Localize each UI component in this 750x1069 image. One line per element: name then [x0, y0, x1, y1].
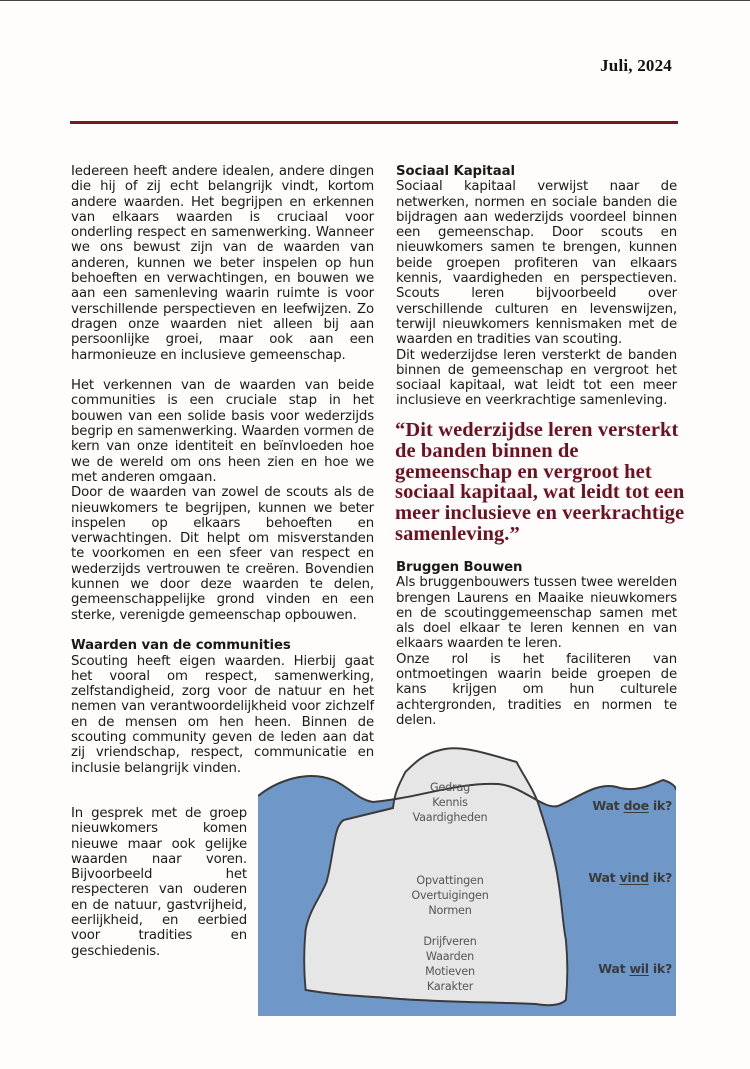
label-kennis: Kennis	[432, 796, 468, 809]
pull-quote: “Dit wederzijdse leren versterkt de banden binnen de gemeenschap en vergroot het sociaal kapitaal, wat leidt tot een meer inclusieve en veerkrachtige samenleving.”	[395, 419, 685, 545]
social-capital-paragraph: Sociaal kapitaal verwijst naar de netwerken, normen en sociale banden die bijdragen aan wederzijds voordeel binnen een gemeenschap. Door scouts en nieuwkomers samen te brengen, kunnen beide groepen profiteren van elkaars kennis, vaardigheden en perspectieven. Scouts leren bijvoorbeeld over verschillende culturen en levenswijzen, terwijl nieuwkomers kennismaken met de waarden en tradities van scouting.	[396, 179, 677, 348]
paragraph-spacer	[71, 623, 374, 638]
label-overtuigingen: Overtuigingen	[411, 889, 489, 902]
label-waarden: Waarden	[425, 950, 475, 963]
label-karakter: Karakter	[426, 980, 474, 993]
iceberg-middle-labels	[390, 873, 510, 918]
left-column	[71, 164, 374, 776]
label-normen: Normen	[428, 904, 472, 917]
iceberg-diagram	[258, 740, 676, 1016]
label-gedrag: Gedrag	[429, 781, 470, 794]
question-emphasis: wil	[629, 961, 649, 976]
paragraph-spacer	[71, 363, 374, 378]
label-drijfveren: Drijfveren	[423, 935, 477, 948]
bridge-builders-paragraph: Als bruggenbouwers tussen twee werelden brengen Laurens en Maaike nieuwkomers en de scoutinggemeenschap samen met als doel elkaar te leren kennen en van elkaars waarden te leren.	[396, 575, 677, 652]
question-wat-wil-ik	[598, 961, 672, 976]
question-suffix: ik?	[648, 798, 672, 813]
question-wat-vind-ik	[588, 870, 672, 885]
scouting-values-paragraph: Scouting heeft eigen waarden. Hierbij gaat het vooral om respect, samenwerking, zelfstandigheid, zorg voor de natuur en het nemen van verantwoordelijkheid voor zichzelf en de mensen om hen heen. Binnen de scouting community geven de leden aan dat zij vriendschap, respect, communicatie en inclusie belangrijk vinden.	[71, 653, 374, 776]
section-heading-waarden: Waarden van de communities	[71, 638, 291, 654]
iceberg-bottom-labels	[390, 934, 510, 994]
question-wat-doe-ik	[592, 798, 672, 813]
issue-date: Juli, 2024	[600, 56, 672, 75]
question-prefix: Wat	[592, 798, 624, 813]
right-column-top	[396, 164, 677, 409]
understanding-paragraph: Door de waarden van zowel de scouts als de nieuwkomers te begrijpen, kunnen we beter inspelen op elkaars behoeften en verwachtingen. Dit helpt om misverstanden te voorkomen en een sfeer van respect en wederzijds vertrouwen te creëren. Bovendien kunnen we door deze waarden te delen, gemeenschappelijke grond vinden en een sterke, verenigde gemeenschap opbouwen.	[71, 485, 374, 623]
section-heading-bruggen-bouwen: Bruggen Bouwen	[396, 560, 523, 575]
newcomers-values-paragraph: In gesprek met de groep nieuwkomers komen nieuwe maar ook gelijke waarden naar voren. Bijvoorbeeld het respecteren van ouderen en de natuur, gastvrijheid, eerlijkheid, en eerbied voor tradities en geschiedenis.	[71, 806, 247, 959]
header-divider	[70, 121, 678, 124]
question-prefix: Wat	[588, 870, 620, 885]
question-prefix: Wat	[598, 961, 630, 976]
our-role-paragraph: Onze rol is het faciliteren van ontmoetingen waarin beide groepen de kans krijgen om hun culturele achtergronden, tradities en normen te delen.	[396, 651, 677, 728]
right-column-bottom	[396, 560, 677, 728]
label-motieven: Motieven	[425, 965, 475, 978]
mutual-learning-paragraph: Dit wederzijdse leren versterkt de banden binnen de gemeenschap en vergroot het sociaal kapitaal, wat leidt tot een meer inclusieve en veerkrachtige samenleving.	[396, 347, 677, 409]
question-suffix: ik?	[648, 870, 672, 885]
intro-paragraph: Iedereen heeft andere idealen, andere dingen die hij of zij echt belangrijk vindt, kortom andere waarden. Het begrijpen en erkennen van elkaars waarden is cruciaal voor onderling respect en samenwerking. Wanneer we ons bewust zijn van de waarden van anderen, kunnen we beter inspelen op hun behoeften en verwachtingen, en bouwen we aan een samenleving waarin ruimte is voor verschillende perspectieven en leefwijzen. Zo dragen onze waarden niet alleen bij aan persoonlijke groei, maar ook aan een harmonieuze en inclusieve gemeenschap.	[71, 164, 374, 363]
question-suffix: ik?	[648, 961, 672, 976]
question-emphasis: doe	[623, 798, 649, 813]
label-vaardigheden: Vaardigheden	[412, 811, 488, 824]
section-heading-sociaal-kapitaal: Sociaal Kapitaal	[396, 164, 515, 179]
page-top-edge	[0, 0, 750, 1]
iceberg-top-labels	[390, 780, 510, 825]
label-opvattingen: Opvattingen	[416, 874, 484, 887]
newcomers-values-block	[71, 806, 247, 959]
question-emphasis: vind	[619, 870, 649, 885]
exploration-paragraph: Het verkennen van de waarden van beide communities is een cruciale stap in het bouwen van een solide basis voor wederzijds begrip en samenwerking. Waarden vormen de kern van onze identiteit en beïnvloeden hoe we de wereld om ons heen zien en hoe we met anderen omgaan.	[71, 378, 374, 485]
